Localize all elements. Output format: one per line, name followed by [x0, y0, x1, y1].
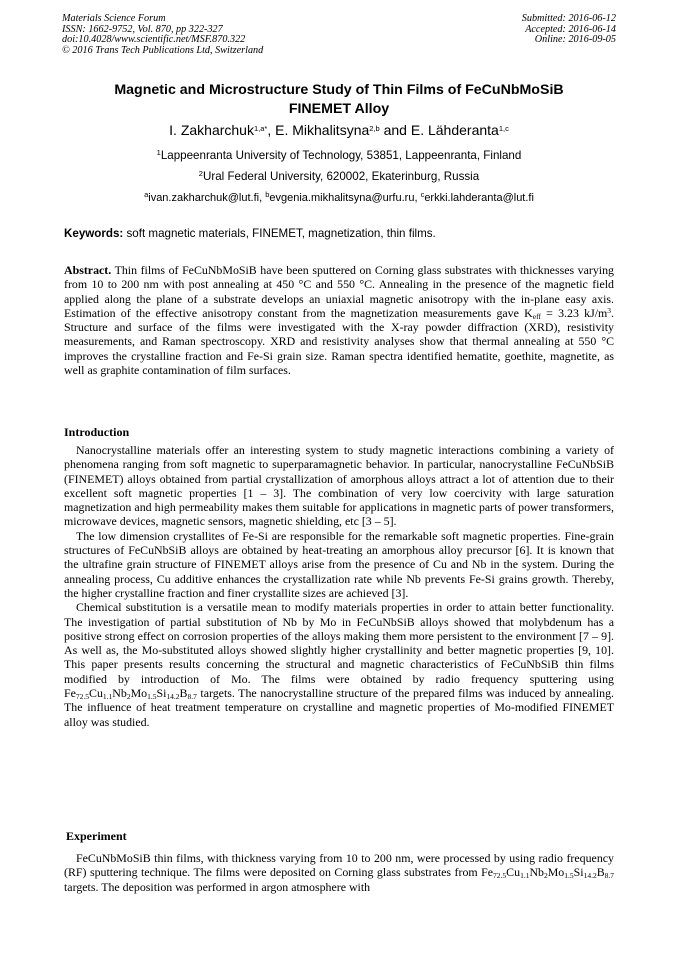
author-mark: 2,b: [369, 124, 380, 133]
abstract-label: Abstract.: [64, 263, 112, 277]
element-subscript: 72.5: [75, 692, 90, 702]
abstract-text: . Structure and surface of the films were investigated with the X-ray powder diffraction (XRD), resistivity measurements, and Raman spectroscopy. XRD and resistivity analyses show that thermal annealing at 550 °C improves the crystalline fraction and Fe-Si grain size. Raman spectra identified hematite, goethite, magnetite, as well as graphite contamination of film surfaces.: [64, 305, 615, 378]
email-mark: a: [144, 190, 149, 199]
element-symbol: B: [596, 865, 605, 880]
element-subscript: 2: [543, 871, 548, 881]
author-mark: 1,c: [498, 124, 509, 133]
introduction-heading: Introduction: [64, 425, 130, 439]
author-name: I. Zakharchuk: [169, 122, 254, 138]
element-symbol: B: [179, 686, 188, 701]
element-symbol: Mo: [547, 865, 565, 880]
abstract-text: = 3.23 kJ/m: [540, 305, 608, 320]
email-mark: c: [420, 190, 425, 199]
accepted-date: Accepted: 2016-06-14: [525, 23, 616, 35]
title-line-1: Magnetic and Microstructure Study of Thin Films of FeCuNbMoSiB: [114, 82, 564, 98]
online-date: Online: 2016-09-05: [534, 34, 616, 46]
affiliation-text: Lappeenranta University of Technology, 53851, Lappeenranta, Finland: [160, 149, 522, 162]
element-subscript: 1.5: [564, 871, 574, 881]
intro-paragraph-1: Nanocrystalline materials offer an interesting system to study magnetic interactions combining a variety of phenomena ranging from soft magnetic to superparamagnetic behavior. In particular, nanocrystalline FeCuNbSiB (FINEMET) alloys obtained from partial crystallization of amorphous alloys attract a lot of attention due to their excellent soft magnetic properties [1 – 3]. The combination of very low coercivity with large saturation magnetization and high permeability makes them suitable for applications in magnetic parts of power transformers, microwave devices, magnetic sensors, magnetic shielding, etc [3 – 5].: [64, 443, 614, 529]
paragraph-text: FeCuNbMoSiB thin films, with thickness varying from 10 to 200 nm, were processed by using radio frequency (RF) sputtering technique. The films were deposited on Corning glass substrates from: [64, 851, 614, 880]
keywords-text: soft magnetic materials, FINEMET, magnetization, thin films.: [123, 227, 436, 240]
alloy-formula: [481, 865, 614, 879]
element-symbol: Si: [156, 686, 167, 701]
submitted-date: Submitted: 2016-06-12: [521, 13, 616, 24]
journal-name: Materials Science Forum: [62, 13, 166, 24]
element-symbol: Nb: [112, 686, 127, 701]
experiment-paragraph-1: [64, 851, 614, 894]
authors: [40, 122, 638, 138]
publication-dates: [522, 14, 616, 46]
experiment-body: [64, 851, 614, 894]
paragraph-text: Chemical substitution is a versatile mean to modify materials properties in order to attain better functionality. The investigation of partial substitution of Nb by Mo in FeCuNbSiB alloys showed that molybdenum has a positive strong effect on corrosion properties of the alloys making them more persistent to the environment [7 – 9]. As well as, the Mo-substituted alloys showed slightly higher crystallinity and better magnetic properties [9, 10]. This paper presents results concerning the structural and magnetic characteristics of FeCuNbSiB thin films modified by introduction of Mo. The films were obtained by radio frequency sputtering using: [64, 600, 614, 686]
element-subscript: 14.2: [583, 871, 597, 881]
abstract-text: Thin films of FeCuNbMoSiB have been sputtered on Corning glass substrates with thicknesses varying from 10 to 200 nm with post annealing at 450 °C and 550 °C. Annealing in the presence of the magnetic field applied along the plane of a substrate develops an uniaxial magnetic anisotropy with the in-plane easy axis. Estimation of the effective anisotropy constant from the magnetization measurements gave K: [64, 263, 614, 320]
intro-paragraph-3: [64, 600, 614, 729]
paragraph-text: targets. The nanocrystalline structure of the prepared films was induced by annealing. The influence of heat treatment temperature on crystalline and magnetic properties of Mo-modified FINEMET alloy was studied.: [64, 686, 614, 729]
issn: ISSN: 1662-9752, Vol. 870, pp 322-327: [62, 23, 223, 35]
email-mark: b: [265, 190, 270, 199]
paragraph-text: targets. The deposition was performed in argon atmosphere with: [64, 879, 371, 894]
element-subscript: 1.1: [520, 871, 530, 881]
element-symbol: Fe: [64, 686, 76, 701]
introduction-body: [64, 443, 614, 729]
intro-paragraph-2: The low dimension crystallites of Fe-Si are responsible for the remarkable soft magnetic properties. Fine-grain structures of FeCuNbSiB alloys are obtained by heat-treating an amorphous alloy precursor [6]. It is known that the ultrafine grain structure of FINEMET alloys arise from the presence of Cu and Nb in the system. During the annealing process, Cu additive enhances the crystallization rate while Nb prevents Fe-Si grains growth. Thereby, the higher crystalline fraction and finer crystallite sizes are achieved [3].: [64, 528, 614, 600]
paper-title: [62, 81, 616, 119]
element-subscript: 2: [126, 692, 131, 702]
affiliation-1: [40, 149, 638, 162]
element-subscript: 1.5: [147, 692, 157, 702]
copyright: © 2016 Trans Tech Publications Ltd, Switzerland: [62, 45, 264, 57]
journal-info: [62, 14, 263, 57]
affiliation-mark: 1: [156, 148, 161, 157]
experiment-heading: Experiment: [66, 829, 127, 843]
element-subscript: 8.7: [187, 692, 197, 702]
element-subscript: 1.1: [102, 692, 113, 702]
email-text: erkki.lahderanta@lut.fi: [424, 192, 534, 204]
element-subscript: 14.2: [166, 692, 180, 702]
element-symbol: Cu: [89, 686, 103, 701]
affiliation-text: Ural Federal University, 620002, Ekaterinburg, Russia: [202, 170, 480, 183]
title-line-2: FINEMET Alloy: [288, 101, 390, 117]
element-symbol: Cu: [506, 865, 521, 880]
author-name: , E. Mikhalitsyna: [267, 122, 370, 138]
author-emails: [20, 192, 658, 204]
element-symbol: Fe: [481, 865, 494, 880]
element-symbol: Mo: [130, 686, 148, 701]
affiliation-2: [40, 170, 638, 183]
author-name: and E. Lähderanta: [379, 122, 499, 138]
affiliation-mark: 2: [198, 169, 203, 178]
email-text: ivan.zakharchuk@lut.fi,: [148, 192, 266, 204]
keywords: [64, 227, 624, 240]
alloy-formula: [64, 686, 197, 700]
abstract-paragraph: [64, 263, 614, 377]
abstract: [64, 263, 614, 377]
email-text: evgenia.mikhalitsyna@urfu.ru,: [269, 192, 421, 204]
unit-superscript: 3: [607, 305, 612, 315]
element-symbol: Nb: [529, 865, 544, 880]
k-subscript: eff: [532, 311, 541, 321]
element-subscript: 72.5: [493, 871, 507, 881]
author-mark: 1,a*: [253, 124, 268, 133]
element-subscript: 8.7: [604, 871, 614, 881]
element-symbol: Si: [573, 865, 584, 880]
doi: doi:10.4028/www.scientific.net/MSF.870.322: [62, 34, 246, 46]
keywords-label: Keywords:: [64, 227, 124, 240]
